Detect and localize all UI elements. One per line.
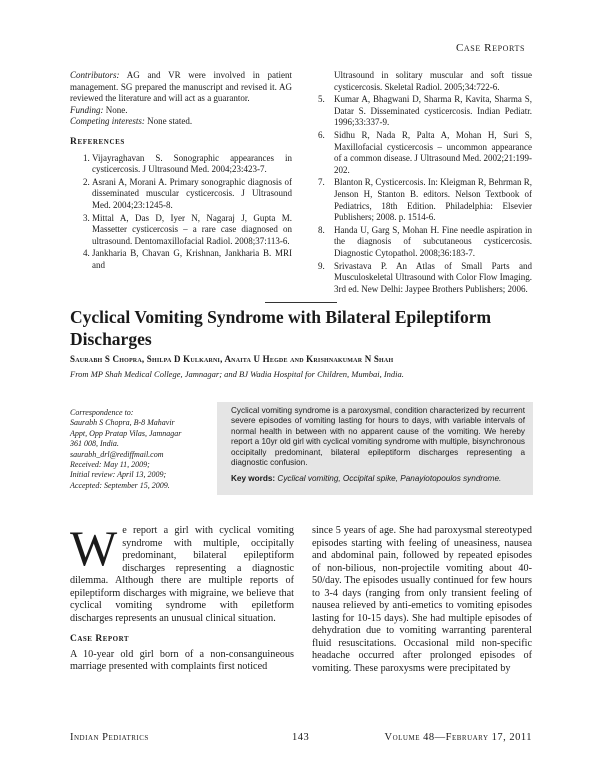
reference-item: 4. Jankharia B, Chavan G, Krishnan, Jankharia B. MRI and	[92, 248, 292, 271]
reference-item: 3. Mittal A, Das D, Iyer N, Nagaraj J, Gupta M. Massetter cysticercosis – a rare case diagnosed on ultrasound. Dentomaxillofacial Radiol. 2008;37:113-6.	[92, 213, 292, 248]
body-column-left	[70, 520, 294, 674]
competing-text: None stated.	[144, 116, 193, 127]
reference-text: Handa U, Garg S, Mohan H. Fine needle aspiration in the diagnosis of subcutaneous cysticercosis. Diagnostic Cytopathol. 2008;36:183-7.	[334, 224, 532, 258]
case-report-heading: Case Report	[70, 634, 130, 644]
reference-list-right	[312, 70, 532, 296]
body-column-right	[312, 525, 532, 675]
keywords-label: Key words:	[231, 474, 276, 484]
drop-cap: W	[70, 520, 118, 576]
footer-volume: Volume 48—February 17, 2011	[384, 732, 532, 743]
footer-journal: Indian Pediatrics	[70, 732, 149, 743]
contributors	[70, 70, 292, 105]
correspondence-line: Correspondence to:	[70, 408, 134, 417]
running-header: Case Reports	[455, 42, 525, 54]
competing-label: Competing interests:	[70, 116, 145, 127]
funding-label: Funding:	[70, 104, 104, 115]
abstract-box	[217, 402, 533, 495]
review-date: Initial review: April 13, 2009;	[70, 470, 167, 480]
intro-paragraph	[70, 520, 294, 625]
keywords-text: Cyclical vomiting, Occipital spike, Panayiotopoulos syndrome.	[275, 474, 502, 484]
reference-item	[318, 177, 532, 223]
reference-text: Sidhu R, Nada R, Palta A, Mohan H, Suri S, Maxillofacial cysticercosis – uncommon appearance of a common disease. J Ultrasound Med. 2002;21:199-202.	[334, 129, 532, 175]
reference-number: 8.	[318, 224, 325, 235]
received-date: Received: May 11, 2009;	[70, 460, 150, 470]
reference-list-right-items	[312, 94, 532, 295]
abstract-text: Cyclical vomiting syndrome is a paroxysmal, condition characterized by recurrent severe episodes of vomiting lasting for hours to days, with variable intervals of normal health in between with no apparent cause of the vomiting. We hereby report a 10yr old girl with cyclical vomiting syndrome with multiple, bisynchronous occipitally predominant, bilateral epileptiform discharges representing a diagnostic confusion.	[231, 406, 525, 468]
reference-number: 7.	[318, 177, 325, 188]
contributors-label: Contributors:	[70, 70, 120, 80]
funding	[70, 105, 292, 117]
correspondence-line: Saurabh S Chopra, B-8 Mahavir	[70, 418, 175, 428]
case-text-left: A 10-year old girl born of a non-consanguineous marriage presented with complaints first noticed	[70, 648, 294, 672]
reference-item	[318, 224, 532, 260]
reference-continued: Ultrasound in solitary muscular and soft tissue cysticercosis. Skeletal Radiol. 2005;34:722-6.	[334, 70, 532, 92]
reference-item: 2. Asrani A, Morani A. Primary sonographic diagnosis of disseminated muscular cysticercosis. J Ultrasound Med. 2004;23:1245-8.	[92, 177, 292, 212]
references-heading: References	[70, 136, 125, 147]
article-authors: Saurabh S Chopra, Shilpa D Kulkarni, Anaita U Hegde and Krishnakumar N Shah	[70, 354, 394, 364]
reference-text: Kumar A, Bhagwani D, Sharma R, Kavita, Sharma S, Datar S. Disseminated cysticercosis. Indian Pediatr. 1996;33:337-9.	[334, 94, 532, 128]
funding-text: None.	[103, 104, 128, 115]
accepted-date: Accepted: September 15, 2009.	[70, 480, 170, 490]
section-divider	[265, 302, 337, 303]
footer-page-number: 143	[292, 732, 310, 743]
case-text-right: since 5 years of age. She had paroxysmal stereotyped episodes starting with feeling of uneasiness, nausea and abdominal pain, followed by repeated episodes of non-bilious, non-projectile vomiting about 40-50/day. The episodes usually continued for few hours to 3-4 days (ranging from only transient feeling of nausea relieved by anti-emetics to vomiting episodes lasting for 10-15 days). She had multiple episodes of dehydration due to vomiting warranting parenteral fluid resuscitations. Occasional mild non-specific headache occurred after prolonged episodes of vomiting. These paroxysms were precipitated by	[312, 525, 532, 674]
correspondence-line: Appt, Opp Pratap Vilas, Jamnagar	[70, 428, 182, 438]
correspondence-email[interactable]: saurabh_drl@rediffmail.com	[70, 449, 164, 459]
reference-number: 9.	[318, 260, 325, 271]
reference-number: 6.	[318, 129, 325, 140]
reference-item	[318, 129, 532, 176]
keywords	[231, 474, 525, 484]
contributors-text: AG and VR were involved in patient management. SG prepared the manuscript and revised it. AG reviewed the literature and will act as a guarantor.	[70, 70, 292, 104]
reference-number: 5.	[318, 94, 325, 105]
correspondence-line: 361 008, India.	[70, 439, 119, 449]
article-affiliation: From MP Shah Medical College, Jamnagar; and BJ Wadia Hospital for Children, Mumbai, India.	[70, 369, 404, 379]
correspondence-block	[70, 408, 215, 491]
front-matter-left	[70, 70, 292, 273]
competing-interests	[70, 116, 292, 128]
intro-text: e report a girl with cyclical vomiting syndrome with multiple, occipitally predominant, bilateral epileptiform discharges representing a diagnostic dilemma. Although there are multiple reports of epileptiform discharges with migraine, we believe that cyclical vomiting syndrome with epiletform discharges represents an unusual clinical situation.	[70, 525, 294, 624]
reference-list-left	[70, 153, 292, 272]
article-title: Cyclical Vomiting Syndrome with Bilateral Epileptiform Discharges	[70, 307, 492, 349]
reference-text: Srivastava P. An Atlas of Small Parts and Musculoskeletal Ultrasound with Color Flow Imaging. 3rd ed. New Delhi: Jaypee Brothers Publishers; 2006.	[334, 260, 532, 294]
reference-item	[318, 260, 532, 296]
reference-text: Blanton R, Cysticercosis. In: Kleigman R, Behrman R, Jenson H, Stanton B. editors. Nelson Textbook of Pediatrics, 18th Edition. Philadelphia: Elsevier Publishers; 2008. p. 1514-6.	[334, 177, 532, 223]
reference-item: 1. Vijayraghavan S. Sonographic appearances in cysticercosis. J Ultrasound Med. 2004;23:423-7.	[92, 153, 292, 176]
reference-item	[318, 94, 532, 129]
